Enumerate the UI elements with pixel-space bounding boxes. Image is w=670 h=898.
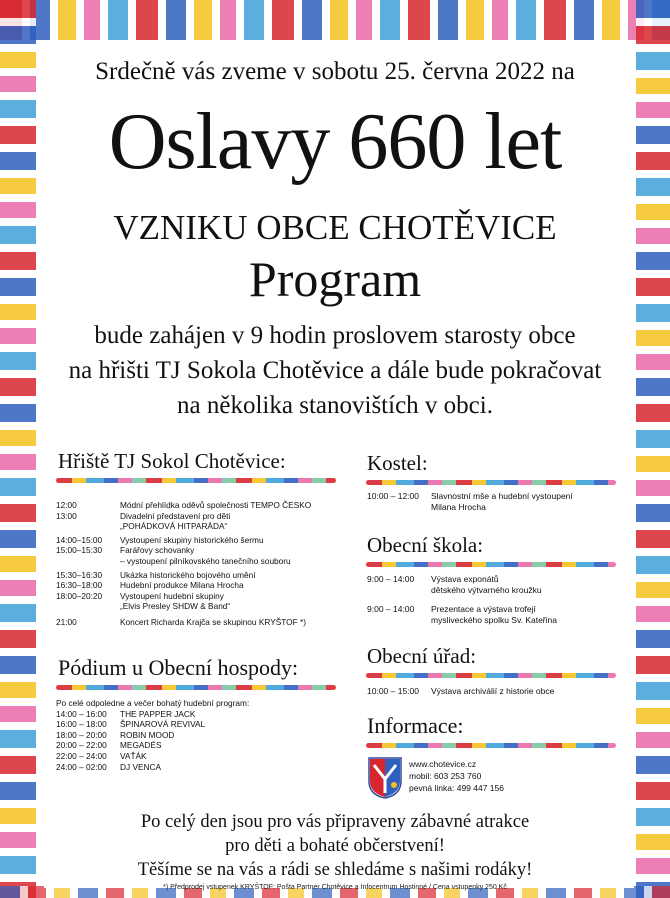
schedule-desc: MEGADÉS (120, 740, 162, 751)
schedule-row (367, 604, 627, 615)
schedule-row (56, 601, 336, 612)
schedule-desc: VAŤÁK (120, 750, 147, 761)
mobile-phone: mobil: 603 253 760 (409, 771, 482, 781)
schedule-desc: Farářovy schovanky (120, 545, 195, 556)
schedule-time: 20:00 – 22:00 (56, 740, 107, 751)
schedule-desc: „POHÁDKOVÁ HITPARÁDA“ (120, 521, 228, 532)
schedule-desc: mysliveckého spolku Sv. Kateřina (431, 615, 557, 625)
closing-message (0, 810, 670, 882)
schedule-row (56, 570, 336, 581)
landline-phone: pevná linka: 499 447 156 (409, 783, 504, 793)
schedule-time: 15:00–15:30 (56, 545, 103, 556)
schedule-row (56, 740, 336, 751)
closing-line-3: Těšíme se na vás a rádi se shledáme s našimi rodáky! (137, 860, 533, 880)
schedule-desc: Vystoupení hudební skupiny (120, 590, 224, 601)
schedule-row (56, 580, 336, 591)
info-divider (366, 743, 616, 748)
schedule-desc: Výstava archiválií z historie obce (431, 686, 555, 696)
schedule-time: 9:00 – 14:00 (367, 604, 415, 614)
schedule-desc: Divadelní představení pro děti (120, 510, 231, 521)
closing-line-1: Po celý den jsou pro vás připraveny zábavné atrakce (140, 812, 530, 832)
schedule-row (56, 762, 336, 773)
schedule-time: 16:30–18:00 (56, 580, 103, 591)
urad-heading: Obecní úřad: (367, 644, 477, 668)
contact-info (409, 758, 504, 794)
invite-line: Srdečně vás zveme v sobotu 25. června 2022 na (95, 58, 575, 85)
schedule-time: 22:00 – 24:00 (56, 750, 107, 761)
schedule-row (367, 574, 627, 585)
schedule-row (367, 686, 627, 697)
schedule-row (56, 521, 336, 532)
schedule-desc: dětského výtvarného kroužku (431, 585, 542, 595)
schedule-row (56, 751, 336, 762)
schedule-time (367, 585, 431, 596)
program-intro (0, 318, 670, 423)
schedule-row (56, 511, 336, 522)
schedule-row (56, 556, 336, 567)
schedule-time: 13:00 (56, 510, 77, 521)
schedule-desc: THE PAPPER JACK (120, 708, 196, 719)
schedule-desc: ROBIN MOOD (120, 729, 175, 740)
schedule-time: 15:30–16:30 (56, 569, 103, 580)
hriste-heading: Hřiště TJ Sokol Chotěvice: (58, 449, 286, 473)
schedule-desc: Ukázka historického bojového umění (120, 569, 256, 580)
schedule-desc: Vystoupení skupiny historického šermu (120, 534, 264, 545)
schedule-row (56, 591, 336, 602)
closing-line-2: pro děti a bohaté občerstvení! (225, 836, 445, 856)
info-heading: Informace: (367, 713, 464, 738)
schedule-row (56, 617, 336, 628)
schedule-desc: – vystoupení pilníkovského tanečního souboru (120, 555, 291, 566)
schedule-time: 14:00–15:00 (56, 534, 103, 545)
schedule-time: 21:00 (56, 616, 77, 627)
schedule-row (56, 545, 336, 556)
intro-line-1: bude zahájen v 9 hodin proslovem starosty obce (94, 322, 576, 349)
schedule-row (367, 502, 627, 513)
podium-intro: Po celé odpoledne a večer bohatý hudební program: (56, 698, 250, 708)
schedule-time: 14:00 – 16:00 (56, 708, 107, 719)
urad-divider (366, 673, 616, 678)
schedule-time: 9:00 – 14:00 (367, 574, 415, 584)
schedule-row (367, 491, 627, 502)
schedule-desc: Koncert Richarda Krajča se skupinou KRYŠTOF *) (120, 616, 306, 627)
schedule-desc: Výstava exponátů (431, 574, 499, 584)
schedule-time: 18:00–20:20 (56, 590, 103, 601)
skola-schedule (367, 574, 627, 626)
podium-schedule (56, 698, 336, 772)
kostel-divider (366, 480, 616, 485)
schedule-row (56, 719, 336, 730)
schedule-time (56, 601, 120, 612)
village-coat-of-arms-icon (368, 757, 402, 799)
schedule-time: 10:00 – 15:00 (367, 686, 419, 696)
schedule-desc: Milana Hrocha (431, 502, 486, 512)
schedule-time (367, 502, 431, 513)
hriste-schedule (56, 500, 336, 628)
schedule-row (367, 585, 627, 596)
hriste-divider (56, 478, 336, 483)
schedule-desc: Módní přehlídka oděvů společnosti TEMPO ČESKO (120, 500, 312, 510)
schedule-time: 16:00 – 18:00 (56, 719, 107, 730)
schedule-row (56, 730, 336, 741)
schedule-time: 10:00 – 12:00 (367, 491, 419, 501)
ticket-footnote: *) Předprodej vstupenek KRYŠTOF: Pošta Partner Chotěvice a Infocentrum Hostinné / Cena vstupenky 250 Kč (163, 884, 507, 891)
poster-title: Oslavy 660 let (108, 98, 562, 186)
schedule-desc: Hudební produkce Milana Hrocha (120, 580, 244, 591)
schedule-time: 12:00 (56, 500, 77, 510)
schedule-desc: DJ VENCA (120, 761, 162, 772)
program-heading: Program (248, 251, 422, 307)
podium-heading: Pódium u Obecní hospody: (58, 655, 299, 680)
intro-line-3: na několika stanovištích v obci. (177, 392, 493, 419)
schedule-desc: Prezentace a výstava trofejí (431, 604, 536, 614)
schedule-desc: „Elvis Presley SHDW & Band“ (120, 601, 231, 612)
schedule-time (367, 615, 431, 626)
skola-divider (366, 562, 616, 567)
schedule-time (56, 556, 120, 567)
intro-line-2: na hřišti TJ Sokola Chotěvice a dále bude pokračovat (68, 357, 602, 384)
schedule-time: 24:00 – 02:00 (56, 761, 107, 772)
podium-divider (56, 685, 336, 690)
schedule-row (56, 535, 336, 546)
website-link[interactable]: www.chotevice.cz (409, 759, 477, 769)
schedule-time: 18:00 – 20:00 (56, 729, 107, 740)
schedule-row (56, 500, 336, 511)
schedule-desc: ŠPINAROVÁ REVIVAL (120, 719, 206, 730)
schedule-time (56, 521, 120, 532)
urad-schedule (367, 686, 627, 697)
schedule-desc: Slavnostní mše a hudební vystoupení (431, 491, 573, 501)
skola-heading: Obecní škola: (367, 533, 484, 557)
schedule-row (367, 615, 627, 626)
border-top-decoration (0, 0, 670, 40)
poster-subtitle: VZNIKU OBCE CHOTĚVICE (113, 208, 557, 247)
kostel-schedule (367, 491, 627, 513)
kostel-heading: Kostel: (367, 451, 428, 475)
schedule-row (56, 709, 336, 720)
